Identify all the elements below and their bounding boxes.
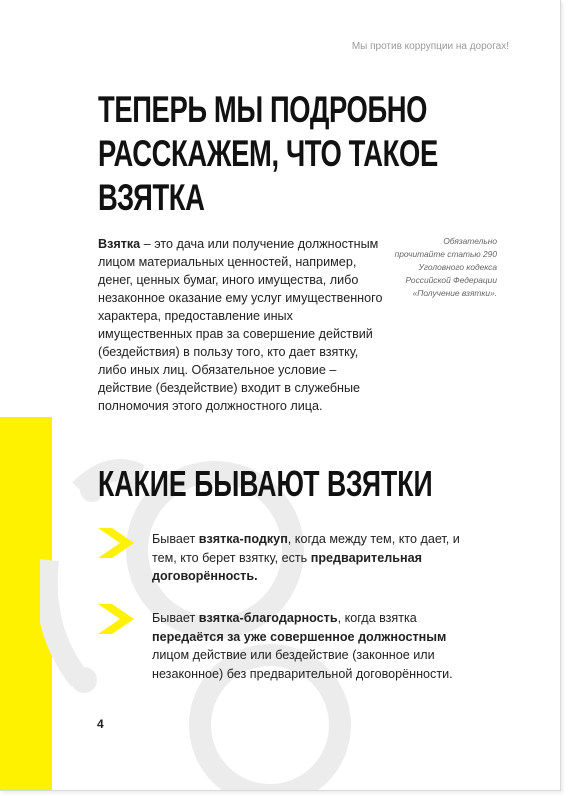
side-note: Обязательно прочитайте статью 290 Уголовного кодекса Российской Федерации «Получение взятки».	[394, 236, 497, 298]
definition-text: – это дача или получение должностным лицом материальных ценностей, например, денег, ценных бумаг, иного имущества, либо незаконное оказание ему услуг имущественного характера, предоставление иных имущественных прав за совершение действий (бездействия) в пользу того, кто дает взятку, либо иных лиц. Обязательное условие – действие (бездействие) входит в служебные полномочия этого должностного лица.	[98, 237, 383, 413]
bribe-type-item: Бывает взятка-благодарность, когда взятка передаётся за уже совершенное должностным лицом действие или бездействие (законное или незаконное) без предварительной договорённости.	[152, 611, 453, 681]
chevron-right-icon	[98, 528, 134, 558]
header-tagline: Мы против коррупции на дорогах!	[351, 41, 509, 52]
bribe-type-item: Бывает взятка-подкуп, когда между тем, кто дает, и тем, кто берет взятку, есть предварительная договорённость.	[152, 532, 460, 583]
page-title: ТЕПЕРЬ МЫ ПОДРОБНО РАССКАЖЕМ, ЧТО ТАКОЕ ВЗЯТКА	[98, 89, 438, 218]
page-number: 4	[97, 717, 104, 731]
definition-term: Взятка	[98, 237, 141, 251]
definition-paragraph	[98, 235, 388, 415]
section-subtitle: КАКИЕ БЫВАЮТ ВЗЯТКИ	[98, 463, 433, 504]
chevron-right-icon	[98, 604, 134, 634]
